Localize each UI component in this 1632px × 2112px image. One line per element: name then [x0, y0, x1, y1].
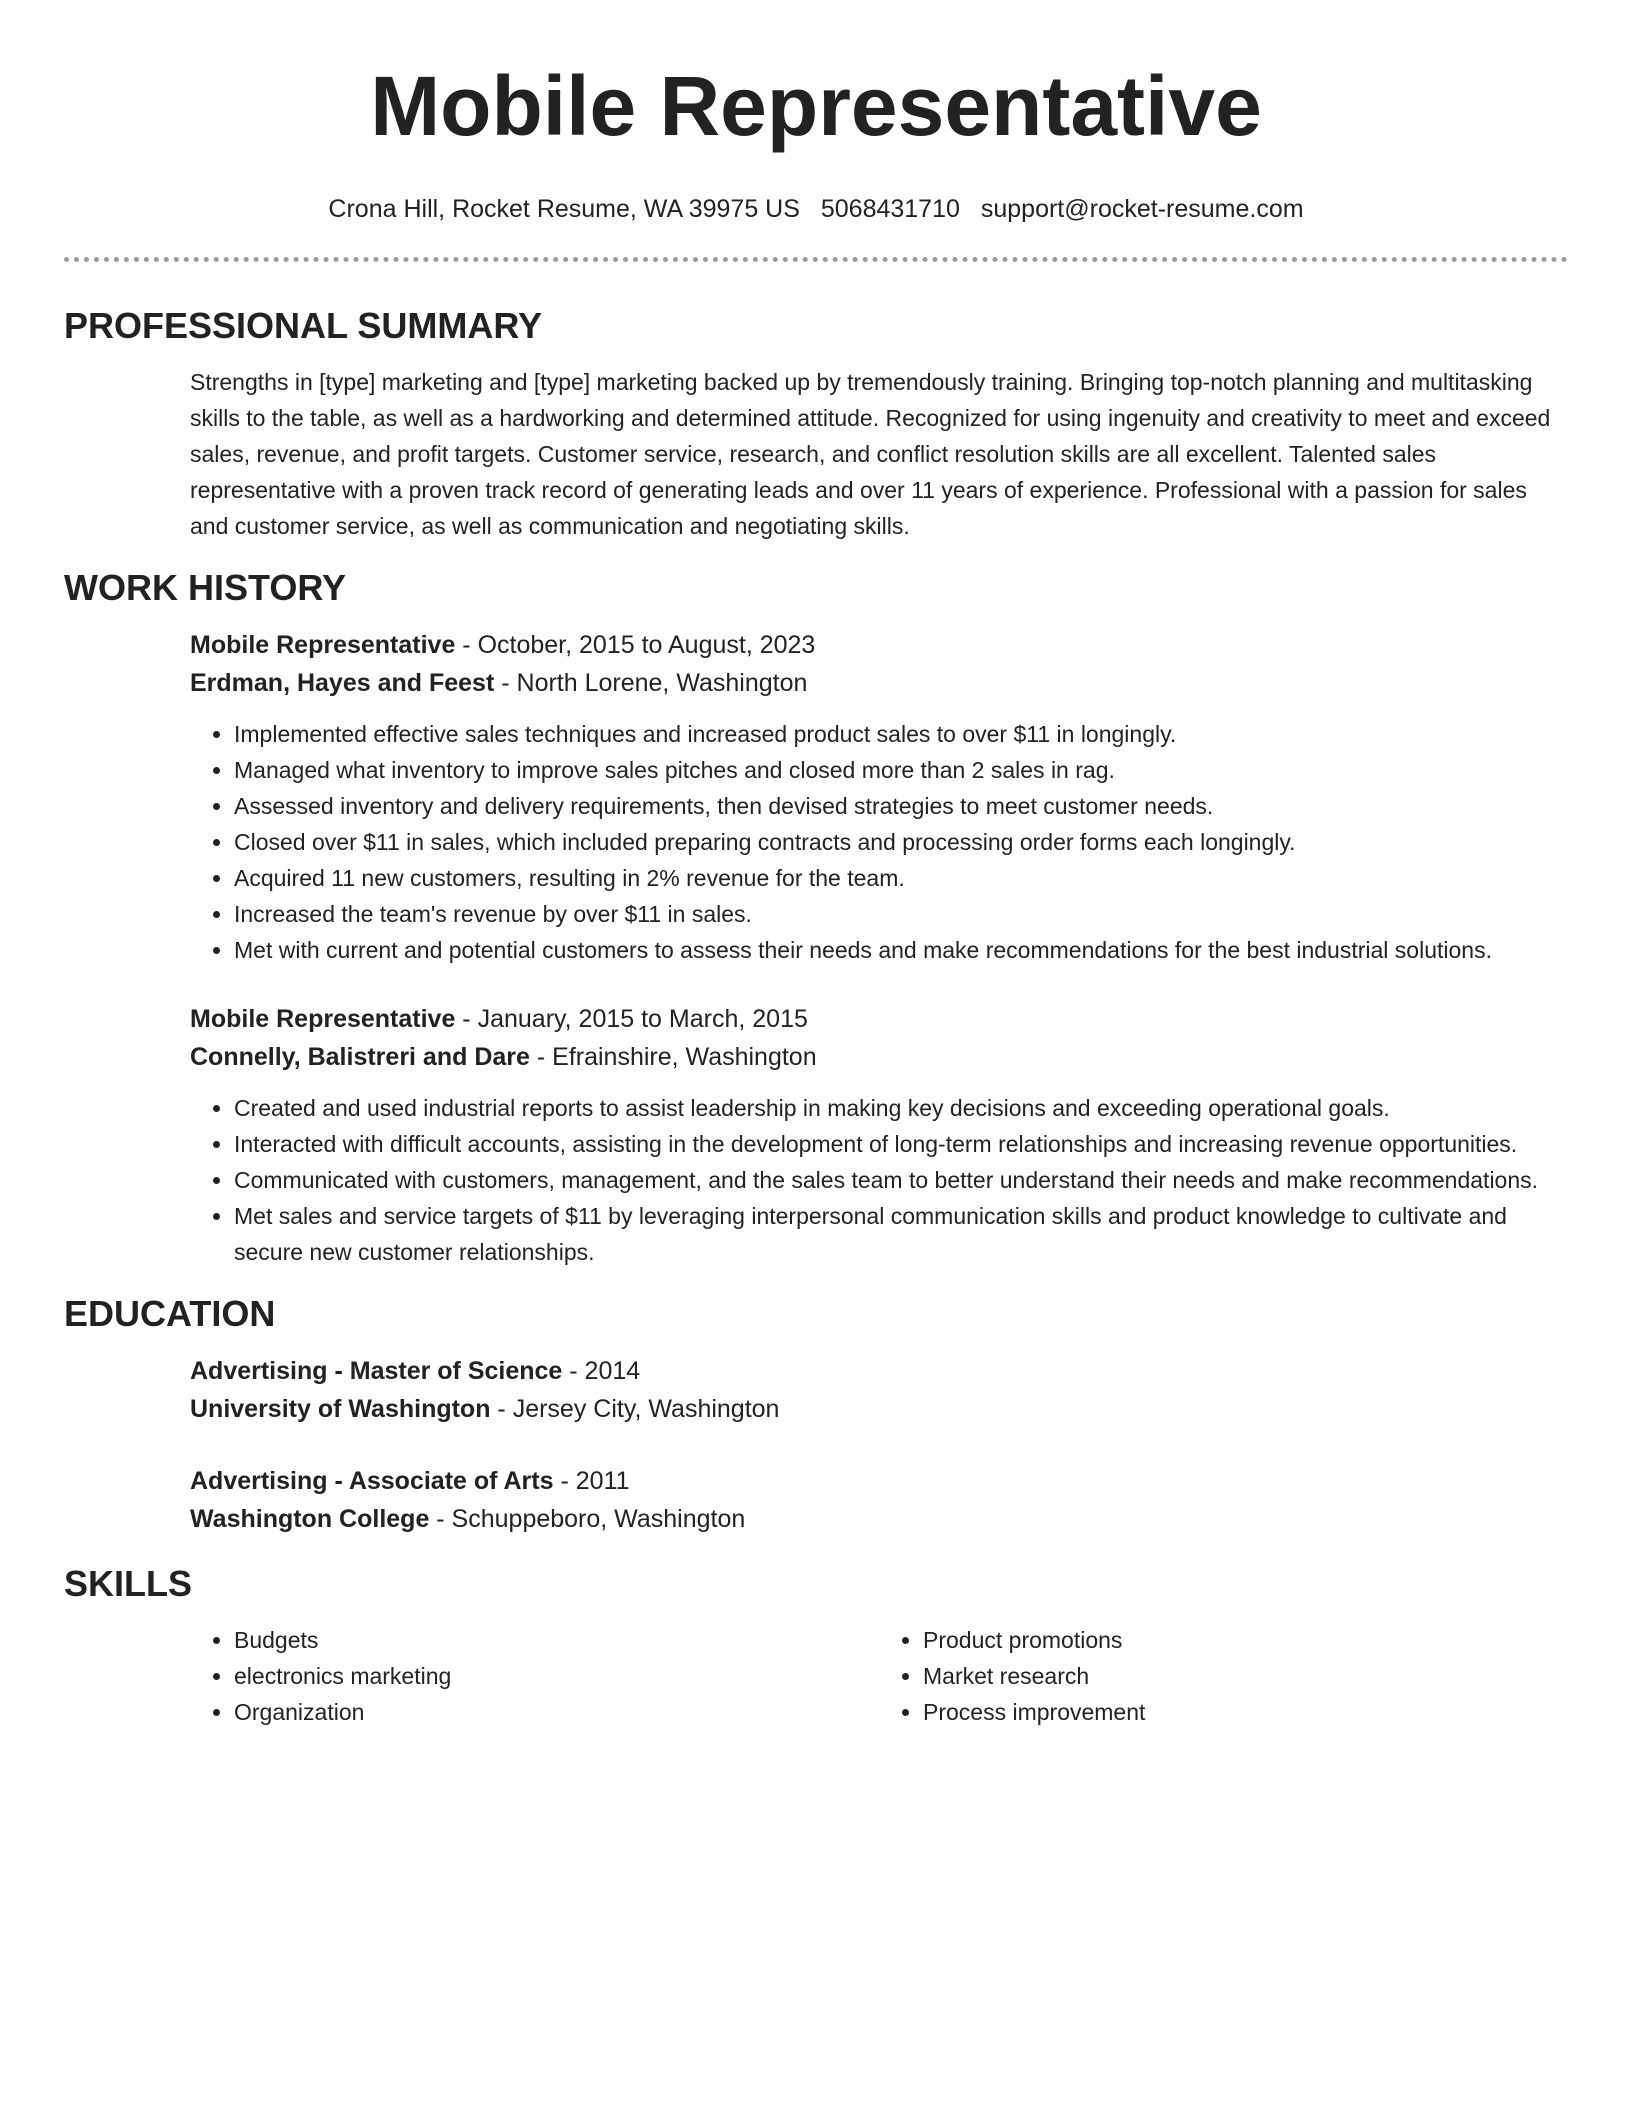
- job-title-line: [190, 1000, 1568, 1038]
- list-item: • Met with current and potential customers to assess their needs and make recommendations for the best industrial solutions.: [234, 932, 1568, 968]
- skill-item: • Market research: [923, 1658, 1568, 1694]
- job-company-line: [190, 1038, 1568, 1076]
- work-history-heading: WORK HISTORY: [64, 567, 347, 608]
- list-item: • Managed what inventory to improve sales pitches and closed more than 2 sales in rag.: [234, 752, 1568, 788]
- job-role: Mobile Representative: [190, 631, 456, 659]
- education-school-line: [190, 1500, 1568, 1538]
- job-bullets: [190, 1090, 1568, 1270]
- education-location: - Jersey City, Washington: [490, 1395, 780, 1423]
- job-company: Erdman, Hayes and Feest: [190, 669, 495, 697]
- list-item: • Interacted with difficult accounts, assisting in the development of long-term relationships and increasing revenue opportunities.: [234, 1126, 1568, 1162]
- list-item: • Closed over $11 in sales, which included preparing contracts and processing order forms each longingly.: [234, 824, 1568, 860]
- job-company-line: [190, 664, 1568, 702]
- skills-heading: SKILLS: [64, 1563, 193, 1604]
- contact-email: support@rocket-resume.com: [980, 195, 1304, 223]
- skills-list-right: [879, 1622, 1568, 1730]
- job-dates: - October, 2015 to August, 2023: [455, 631, 816, 659]
- education-entry: [190, 1462, 1568, 1538]
- education-entry: [190, 1352, 1568, 1428]
- summary-text: Strengths in [type] marketing and [type] marketing backed up by tremendously training. Bringing top-notch planning and multitasking skills to the table, as well as a hardworking and determined attitude. Recognized for using ingenuity and creativity to meet and exceed sales, revenue, and profit targets. Customer service, research, and conflict resolution skills are all excellent. Talented sales representative with a proven track record of generating leads and over 11 years of experience. Professional with a passion for sales and customer service, as well as communication and negotiating skills.: [190, 369, 1551, 539]
- contact-address: Crona Hill, Rocket Resume, WA 39975 US: [328, 195, 800, 223]
- skill-item: • Product promotions: [923, 1622, 1568, 1658]
- header-divider: [64, 257, 1568, 262]
- skill-item: • Organization: [234, 1694, 879, 1730]
- education-year: - 2014: [562, 1357, 641, 1385]
- list-item: • Communicated with customers, management, and the sales team to better understand their needs and make recommendations.: [234, 1162, 1568, 1198]
- job-company: Connelly, Balistreri and Dare: [190, 1043, 530, 1071]
- education-degree-line: [190, 1462, 1568, 1500]
- job-location: - Efrainshire, Washington: [529, 1043, 817, 1071]
- summary-heading: PROFESSIONAL SUMMARY: [64, 305, 543, 346]
- summary-section: [190, 364, 1568, 544]
- education-location: - Schuppeboro, Washington: [429, 1505, 746, 1533]
- job-bullets: [190, 716, 1568, 968]
- list-item: • Increased the team's revenue by over $11 in sales.: [234, 896, 1568, 932]
- list-item: • Met sales and service targets of $11 by leveraging interpersonal communication skills and product knowledge to cultivate and secure new customer relationships.: [234, 1198, 1568, 1270]
- job-dates: - January, 2015 to March, 2015: [455, 1005, 808, 1033]
- skills-section: [190, 1622, 1568, 1730]
- job-location: - North Lorene, Washington: [494, 669, 808, 697]
- education-school: Washington College: [190, 1505, 430, 1533]
- education-degree-line: [190, 1352, 1568, 1390]
- job-entry: [190, 626, 1568, 968]
- list-item: • Assessed inventory and delivery requirements, then devised strategies to meet customer needs.: [234, 788, 1568, 824]
- skills-list-left: [190, 1622, 879, 1730]
- job-title-line: [190, 626, 1568, 664]
- job-entry: [190, 1000, 1568, 1270]
- list-item: • Implemented effective sales techniques and increased product sales to over $11 in longingly.: [234, 716, 1568, 752]
- education-school-line: [190, 1390, 1568, 1428]
- education-degree: Advertising - Master of Science: [190, 1357, 563, 1385]
- job-role: Mobile Representative: [190, 1005, 456, 1033]
- resume-page: [64, 0, 1568, 1730]
- contact-phone: 5068431710: [820, 195, 960, 223]
- education-year: - 2011: [553, 1467, 630, 1495]
- education-school: University of Washington: [190, 1395, 491, 1423]
- skill-item: • Process improvement: [923, 1694, 1568, 1730]
- list-item: • Created and used industrial reports to assist leadership in making key decisions and exceeding operational goals.: [234, 1090, 1568, 1126]
- skill-item: • electronics marketing: [234, 1658, 879, 1694]
- skill-item: • Budgets: [234, 1622, 879, 1658]
- resume-name: Mobile Representative: [370, 59, 1262, 153]
- education-degree: Advertising - Associate of Arts: [190, 1467, 554, 1495]
- education-heading: EDUCATION: [64, 1293, 276, 1334]
- list-item: • Acquired 11 new customers, resulting in 2% revenue for the team.: [234, 860, 1568, 896]
- contact-info: [64, 194, 1568, 224]
